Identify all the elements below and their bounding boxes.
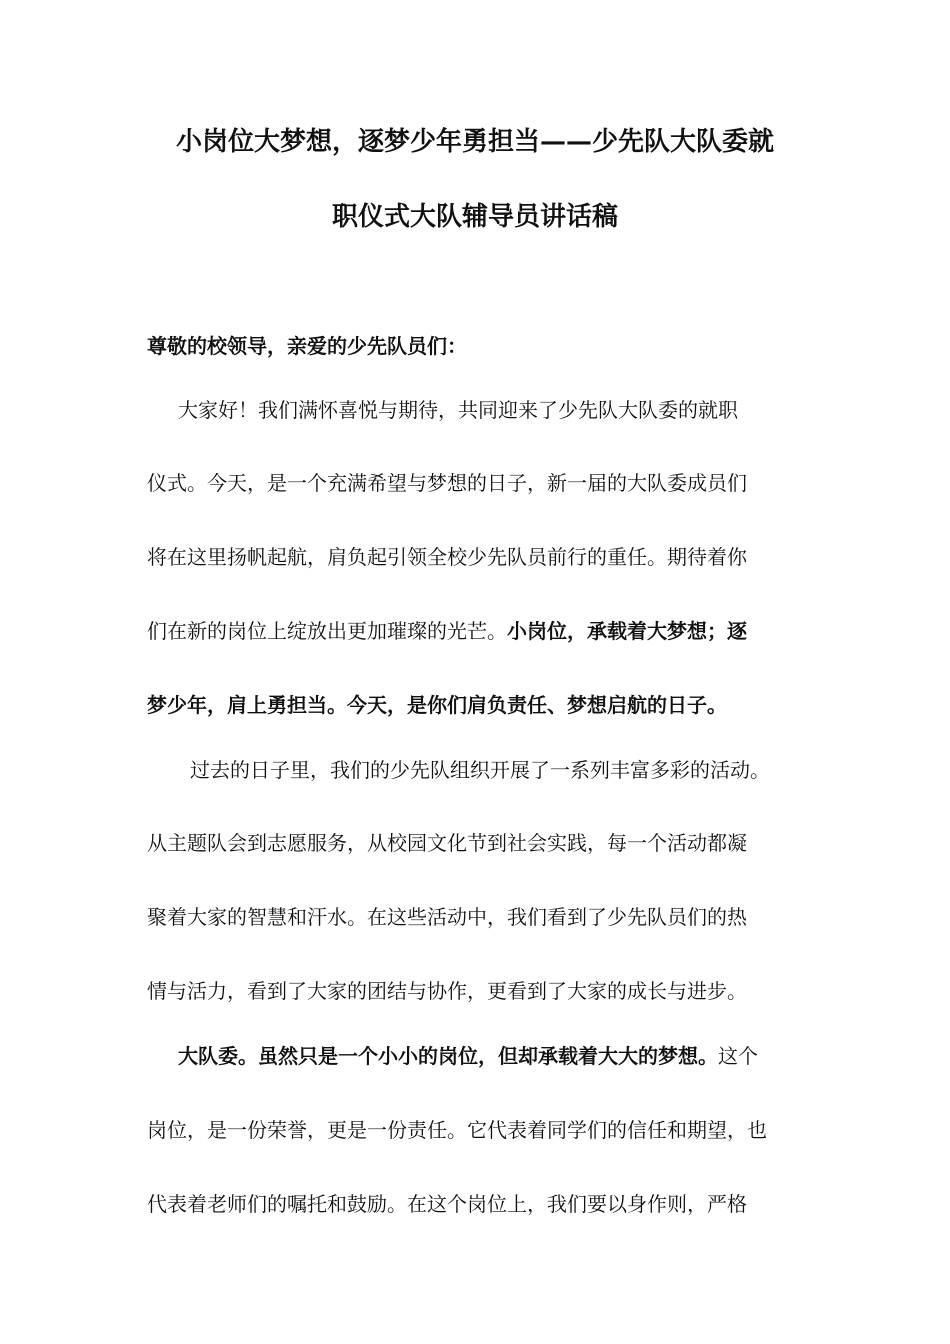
document-title-line-1: 小岗位大梦想，逐梦少年勇担当——少先队大队委就 [175, 127, 774, 157]
paragraph-2-line-3: 聚着大家的智慧和汗水。在这些活动中，我们看到了少先队员们的热 [147, 905, 747, 929]
paragraph-1-line-1: 大家好！我们满怀喜悦与期待，共同迎来了少先队大队委的就职 [178, 398, 738, 422]
paragraph-1-line-4-emphasis: 小岗位，承载着大梦想；逐 [507, 619, 747, 643]
paragraph-3-line-3: 代表着老师们的嘱托和鼓励。在这个岗位上，我们要以身作则，严格 [147, 1192, 747, 1216]
paragraph-3-line-1-emphasis: 大队委。虽然只是一个小小的岗位，但却承载着大大的梦想。 [178, 1044, 718, 1068]
paragraph-1-line-4 [147, 619, 747, 643]
document-title-line-2: 职仪式大队辅导员讲话稿 [331, 202, 618, 232]
paragraph-2-line-2: 从主题队会到志愿服务，从校园文化节到社会实践，每一个活动都凝 [147, 831, 747, 855]
paragraph-3-line-1 [178, 1044, 758, 1068]
paragraph-1-line-2: 仪式。今天，是一个充满希望与梦想的日子，新一届的大队委成员们 [147, 471, 747, 495]
paragraph-2-line-4: 情与活力，看到了大家的团结与协作，更看到了大家的成长与进步。 [147, 979, 747, 1003]
paragraph-1-line-4-text: 们在新的岗位上绽放出更加璀璨的光芒。 [147, 619, 507, 643]
paragraph-3-line-2: 岗位，是一份荣誉，更是一份责任。它代表着同学们的信任和期望，也 [147, 1118, 767, 1142]
paragraph-2-line-1: 过去的日子里，我们的少先队组织开展了一系列丰富多彩的活动。 [190, 758, 770, 782]
paragraph-3-line-1-text: 这个 [718, 1044, 758, 1068]
salutation: 尊敬的校领导，亲爱的少先队员们： [147, 334, 467, 358]
paragraph-1-line-5: 梦少年，肩上勇担当。今天，是你们肩负责任、梦想启航的日子。 [147, 693, 727, 717]
paragraph-1-line-3: 将在这里扬帆起航，肩负起引领全校少先队员前行的重任。期待着你 [147, 545, 747, 569]
